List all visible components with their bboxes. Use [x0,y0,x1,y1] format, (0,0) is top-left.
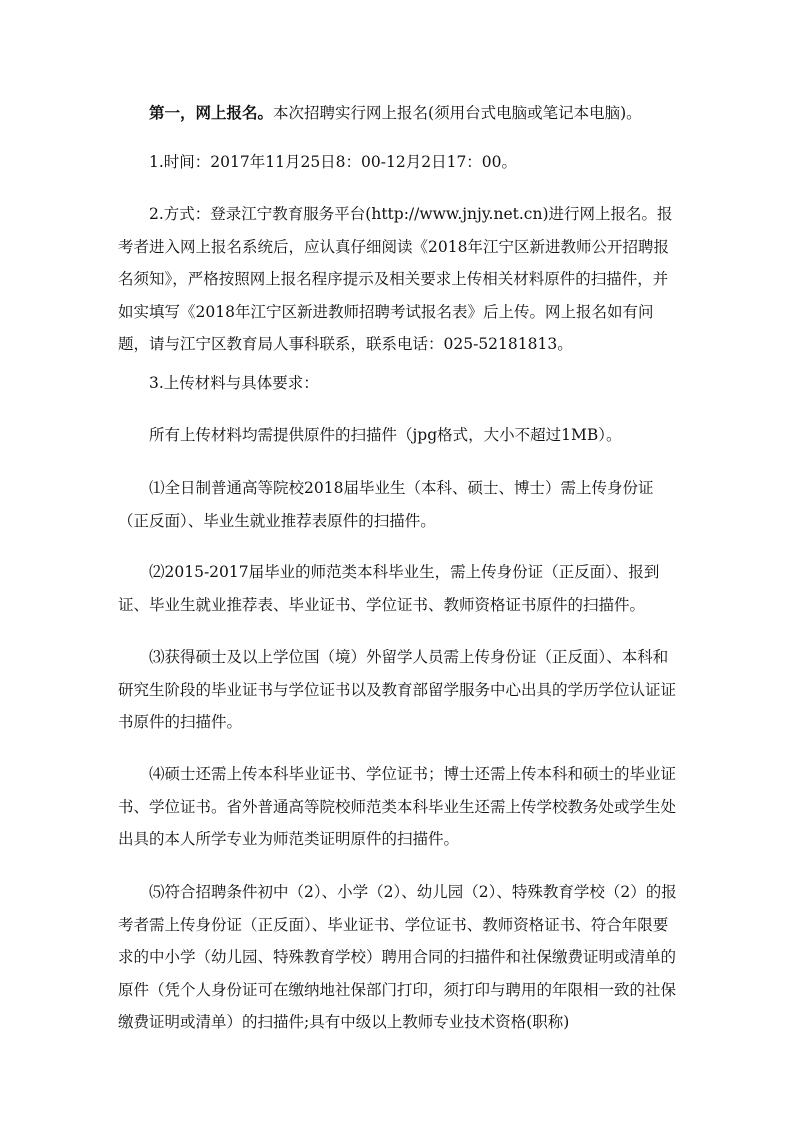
paragraph-item-2: ⑵2015-2017届毕业的师范类本科毕业生，需上传身份证（正反面）、报到证、毕业生就业推荐表、毕业证书、学位证书、教师资格证书原件的扫描件。 [118,563,660,614]
paragraph-materials-format: 所有上传材料均需提供原件的扫描件（jpg格式，大小不超过1MB）。 [149,426,622,444]
section-heading: 第一，网上报名。 [149,103,274,122]
paragraph-item-3: ⑶获得硕士及以上学位国（境）外留学人员需上传身份证（正反面）、本科和研究生阶段的毕业证书与学位证书以及教育部留学服务中心出具的学历学位认证证书原件的扫描件。 [118,648,677,731]
paragraph-time: 1.时间：2017年11月25日8：00-12月2日17：00。 [149,153,518,171]
paragraph-item-5: ⑸符合招聘条件初中（2）、小学（2）、幼儿园（2）、特殊教育学校（2）的报考者需上传身份证（正反面）、毕业证书、学位证书、教师资格证书、符合年限要求的中小学（幼儿园、特殊教育学校）聘用合同的扫描件和社保缴费证明或清单的原件（凭个人身份证可在缴纳地社保部门打印，须打印与聘用的年限相一致的社保缴费证明或清单）的扫描件;具有中级以上教师专业技术资格(职称) [118,883,677,1031]
paragraph-item-1: ⑴全日制普通高等院校2018届毕业生（本科、硕士、博士）需上传身份证（正反面）、毕业生就业推荐表原件的扫描件。 [118,479,654,530]
paragraph-registration-heading [118,97,678,130]
paragraph-item-4: ⑷硕士还需上传本科毕业证书、学位证书；博士还需上传本科和硕士的毕业证书、学位证书。省外普通高等院校师范类本科毕业生还需上传学校教务处或学生处出具的本人所学专业为师范类证明原件的扫描件。 [118,765,677,848]
paragraph-materials-heading: 3.上传材料与具体要求： [149,374,319,392]
section-intro: 本次招聘实行网上报名(须用台式电脑或笔记本电脑)。 [273,104,642,122]
paragraph-method: 2.方式：登录江宁教育服务平台(http://www.jnjy.net.cn)进行网上报名。报考者进入网上报名系统后，应认真仔细阅读《2018年江宁区新进教师公开招聘报名须知》，严格按照网上报名程序提示及相关要求上传相关材料原件的扫描件，并如实填写《2018年江宁区新进教师招聘考试报名表》后上传。网上报名如有问题，请与江宁区教育局人事科联系，联系电话：025-52181813。 [118,205,673,353]
